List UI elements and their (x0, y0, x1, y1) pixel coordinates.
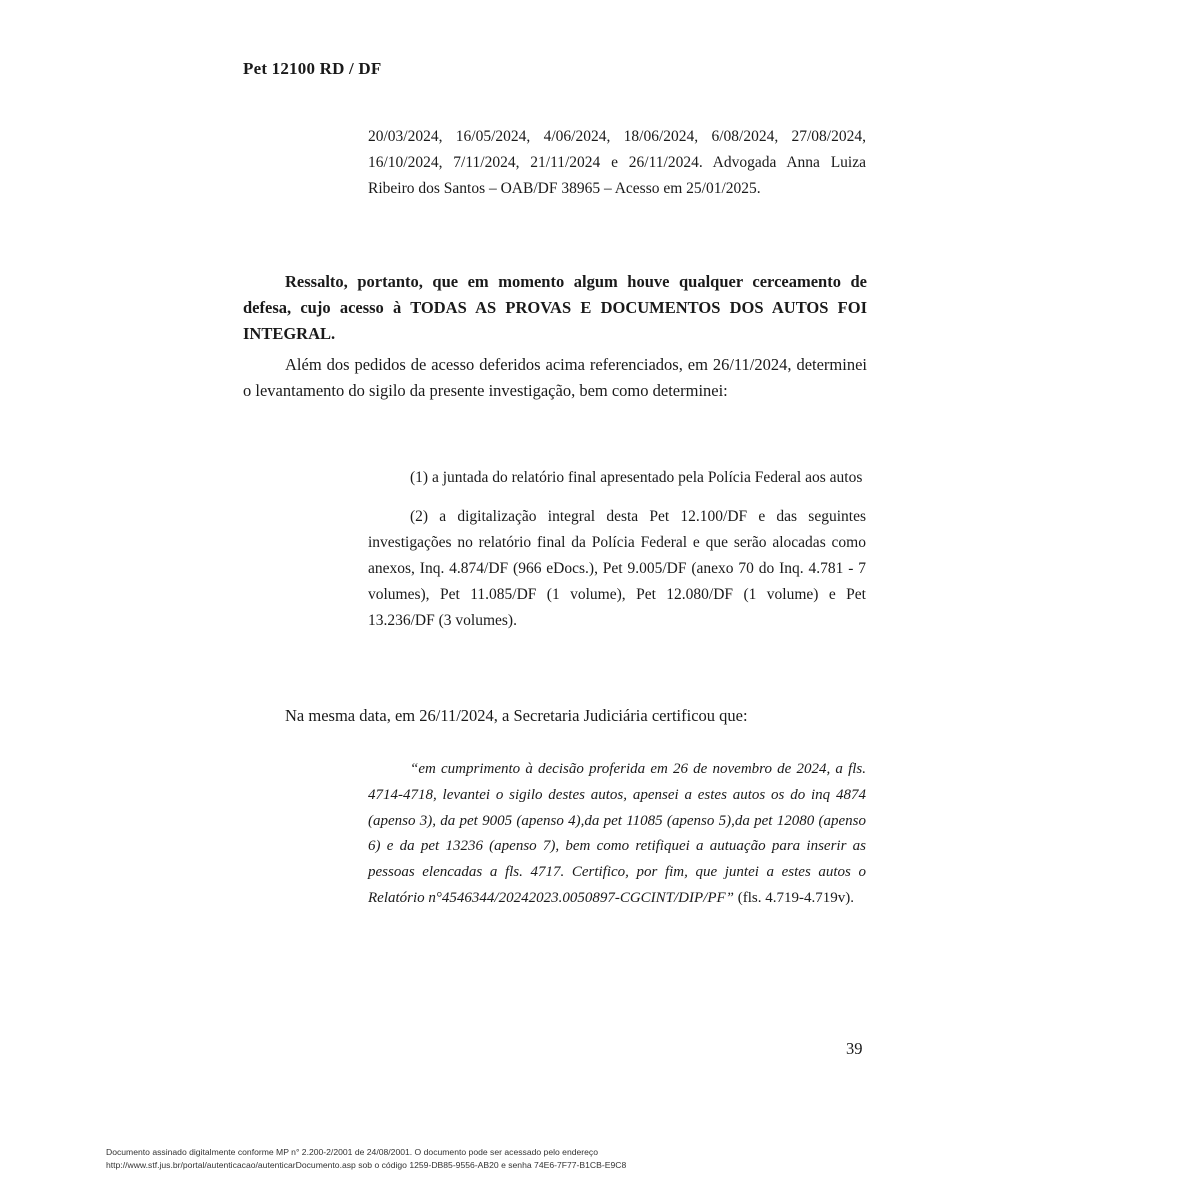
quote-block-dates-text: 20/03/2024, 16/05/2024, 4/06/2024, 18/06/2024, 6/08/2024, 27/08/2024, 16/10/2024, 7/11/2024, 21/11/2024 e 26/11/2024. Advogada Anna Luiza Ribeiro dos Santos – OAB/DF 38965 – Acesso em 25/01/2025. (368, 128, 866, 197)
bold-paragraph-text: Ressalto, portanto, que em momento algum houve qualquer cerceamento de defesa, cujo acesso à TODAS AS PROVAS E DOCUMENTOS DOS AUTOS FOI INTEGRAL. (243, 272, 867, 343)
case-header: Pet 12100 RD / DF (243, 59, 382, 78)
footer-line-1: Documento assinado digitalmente conforme MP n° 2.200-2/2001 de 24/08/2001. O documento pode ser acessado pelo endereço (106, 1147, 599, 1157)
determination-list (368, 465, 866, 647)
bold-paragraph (243, 269, 867, 347)
certification-quote-italic: “em cumprimento à decisão proferida em 26 de novembro de 2024, a fls. 4714-4718, levantei o sigilo destes autos, apensei a estes autos os do inq 4874 (apenso 3), da pet 9005 (apenso 4),da pet 11085 (apenso 5),da pet 12080 (apenso 6) e da pet 13236 (apenso 7), bem como retifiquei a autuação para inserir as pessoas elencadas a fls. 4717. Certifico, por fim, que juntei a estes autos o Relatório n°4546344/20242023.0050897-CGCINT/DIP/PF” (368, 761, 866, 906)
signature-footer (106, 1146, 1006, 1171)
quote-block-dates (368, 124, 866, 202)
certification-quote-text (368, 757, 866, 912)
paragraph-access-requests-text: Além dos pedidos de acesso deferidos acima referenciados, em 26/11/2024, determinei o levantamento do sigilo da presente investigação, bem como determinei: (243, 355, 867, 400)
certification-quote-reference: (fls. 4.719-4.719v). (734, 889, 854, 906)
paragraph-certification-intro-text: Na mesma data, em 26/11/2024, a Secretaria Judiciária certificou que: (285, 706, 748, 725)
footer-line-2: http://www.stf.jus.br/portal/autenticacao/autenticarDocumento.asp sob o código 1259-DB85-9556-AB20 e senha 74E6-7F77-B1CB-E9C8 (106, 1159, 627, 1170)
determination-item: (1) a juntada do relatório final apresentado pela Polícia Federal aos autos (410, 469, 863, 486)
determination-item: (2) a digitalização integral desta Pet 12.100/DF e das seguintes investigações no relatório final da Polícia Federal e que serão alocadas como anexos, Inq. 4.874/DF (966 eDocs.), Pet 9.005/DF (anexo 70 do Inq. 4.781 - 7 volumes), Pet 11.085/DF (1 volume), Pet 12.080/DF (1 volume) e Pet 13.236/DF (3 volumes). (368, 508, 866, 629)
page-number: 39 (846, 1039, 863, 1058)
certification-quote (368, 757, 866, 912)
paragraph-certification-intro (285, 703, 885, 729)
paragraph-access-requests (243, 352, 867, 404)
